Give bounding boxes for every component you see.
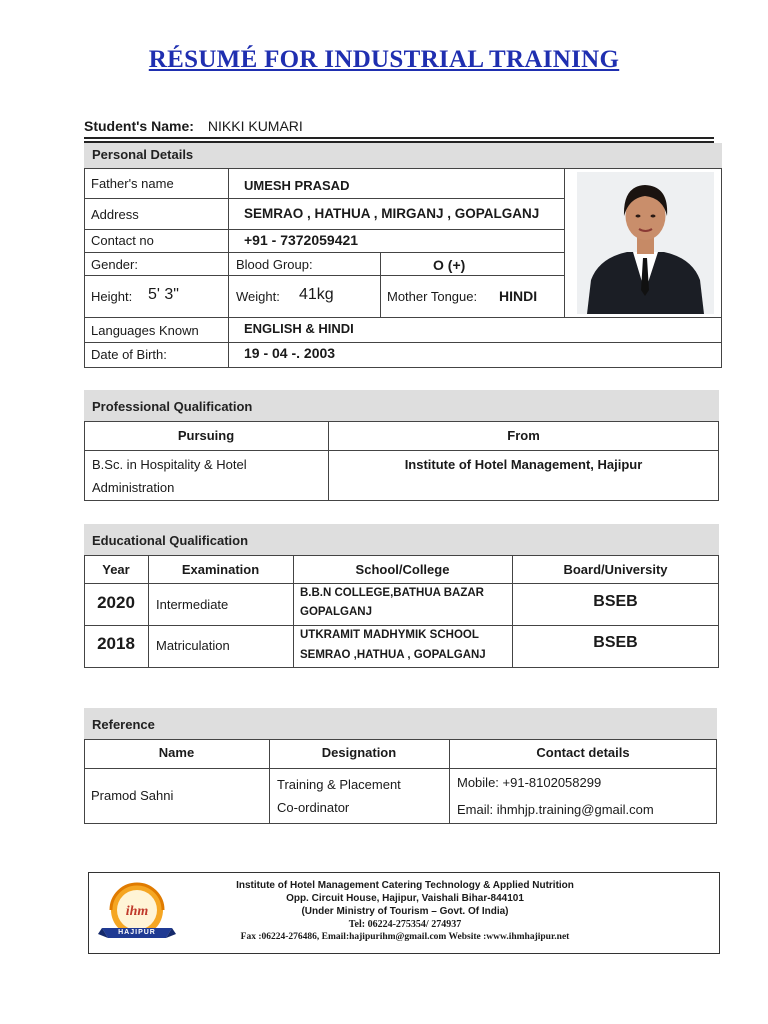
edu-row-board: BSEB [593, 593, 638, 610]
blood-group-label: Blood Group: [236, 257, 313, 272]
height-label: Height: [91, 289, 133, 304]
col-examination: Examination [181, 562, 260, 577]
edu-row-school-line2: SEMRAO ,HATHUA , GOPALGANJ [300, 649, 486, 661]
col-designation: Designation [321, 745, 397, 760]
logo-ribbon-text: HAJIPUR [118, 929, 156, 936]
col-year: Year [102, 562, 130, 577]
educational-heading: Educational Qualification [84, 524, 719, 556]
reference-mobile: Mobile: +91-8102058299 [457, 775, 602, 790]
personal-details-heading: Personal Details [84, 143, 722, 169]
footer-line3: (Under Ministry of Tourism – Govt. Of India) [301, 906, 509, 917]
footer-line5: Fax :06224-276486, Email:hajipurihm@gmail.com Website :www.ihmhajipur.net [240, 932, 570, 942]
col-school: School/College [355, 562, 450, 577]
address-value: SEMRAO , HATHUA , MIRGANJ , GOPALGANJ [244, 206, 540, 221]
student-name-value: NIKKI KUMARI [207, 118, 303, 134]
footer-line4: Tel: 06224-275354/ 274937 [348, 919, 462, 930]
student-name-line [84, 118, 303, 134]
reference-heading: Reference [84, 708, 717, 740]
reference-designation-line1: Training & Placement [277, 777, 401, 792]
student-name-label: Student's Name: [84, 118, 194, 134]
edu-row-exam: Matriculation [156, 638, 230, 653]
contact-value: +91 - 7372059421 [244, 232, 359, 248]
height-value: 5' 3" [148, 286, 179, 303]
fathers-name-value: UMESH PRASAD [244, 178, 350, 193]
divider [84, 137, 714, 139]
edu-row-exam: Intermediate [156, 597, 229, 612]
reference-email: Email: ihmhjp.training@gmail.com [457, 802, 654, 817]
address-label: Address [91, 207, 139, 222]
footer-line1: Institute of Hotel Management Catering Technology & Applied Nutrition [236, 880, 574, 891]
footer-line2: Opp. Circuit House, Hajipur, Vaishali Bihar-844101 [286, 893, 524, 904]
col-name: Name [158, 745, 195, 760]
languages-label: Languages Known [91, 323, 199, 338]
reference-name: Pramod Sahni [91, 788, 174, 803]
pursuing-line2: Administration [92, 480, 175, 495]
page-title: RÉSUMÉ FOR INDUSTRIAL TRAINING [148, 46, 620, 73]
dob-value: 19 - 04 -. 2003 [244, 345, 336, 361]
edu-row-school-line1: UTKRAMIT MADHYMIK SCHOOL [300, 629, 479, 641]
edu-row-school-line2: GOPALGANJ [300, 606, 372, 618]
weight-label: Weight: [236, 289, 280, 304]
col-contact-details: Contact details [536, 745, 630, 760]
dob-label: Date of Birth: [91, 347, 167, 362]
mother-tongue-label: Mother Tongue: [387, 289, 478, 304]
gender-label: Gender: [91, 257, 138, 272]
person-photo-icon [577, 172, 714, 314]
col-pursuing: Pursuing [177, 428, 235, 443]
student-photo [577, 172, 714, 314]
col-board: Board/University [563, 562, 668, 577]
mother-tongue-value: HINDI [499, 288, 538, 304]
languages-value: ENGLISH & HINDI [244, 321, 354, 336]
logo-text: ihm [125, 904, 149, 919]
ihm-logo [96, 876, 178, 948]
contact-label: Contact no [91, 233, 154, 248]
from-value: Institute of Hotel Management, Hajipur [404, 457, 643, 472]
blood-group-value: O (+) [433, 257, 466, 273]
edu-row-year: 2018 [97, 634, 135, 653]
edu-row-school-line1: B.B.N COLLEGE,BATHUA BAZAR [300, 587, 484, 599]
fathers-name-label: Father's name [91, 176, 174, 191]
col-from: From [507, 428, 540, 443]
edu-row-board: BSEB [593, 634, 638, 651]
professional-heading: Professional Qualification [84, 390, 719, 422]
edu-row-year: 2020 [97, 593, 135, 612]
pursuing-line1: B.Sc. in Hospitality & Hotel [92, 457, 247, 472]
weight-value: 41kg [299, 286, 334, 303]
reference-designation-line2: Co-ordinator [277, 800, 350, 815]
